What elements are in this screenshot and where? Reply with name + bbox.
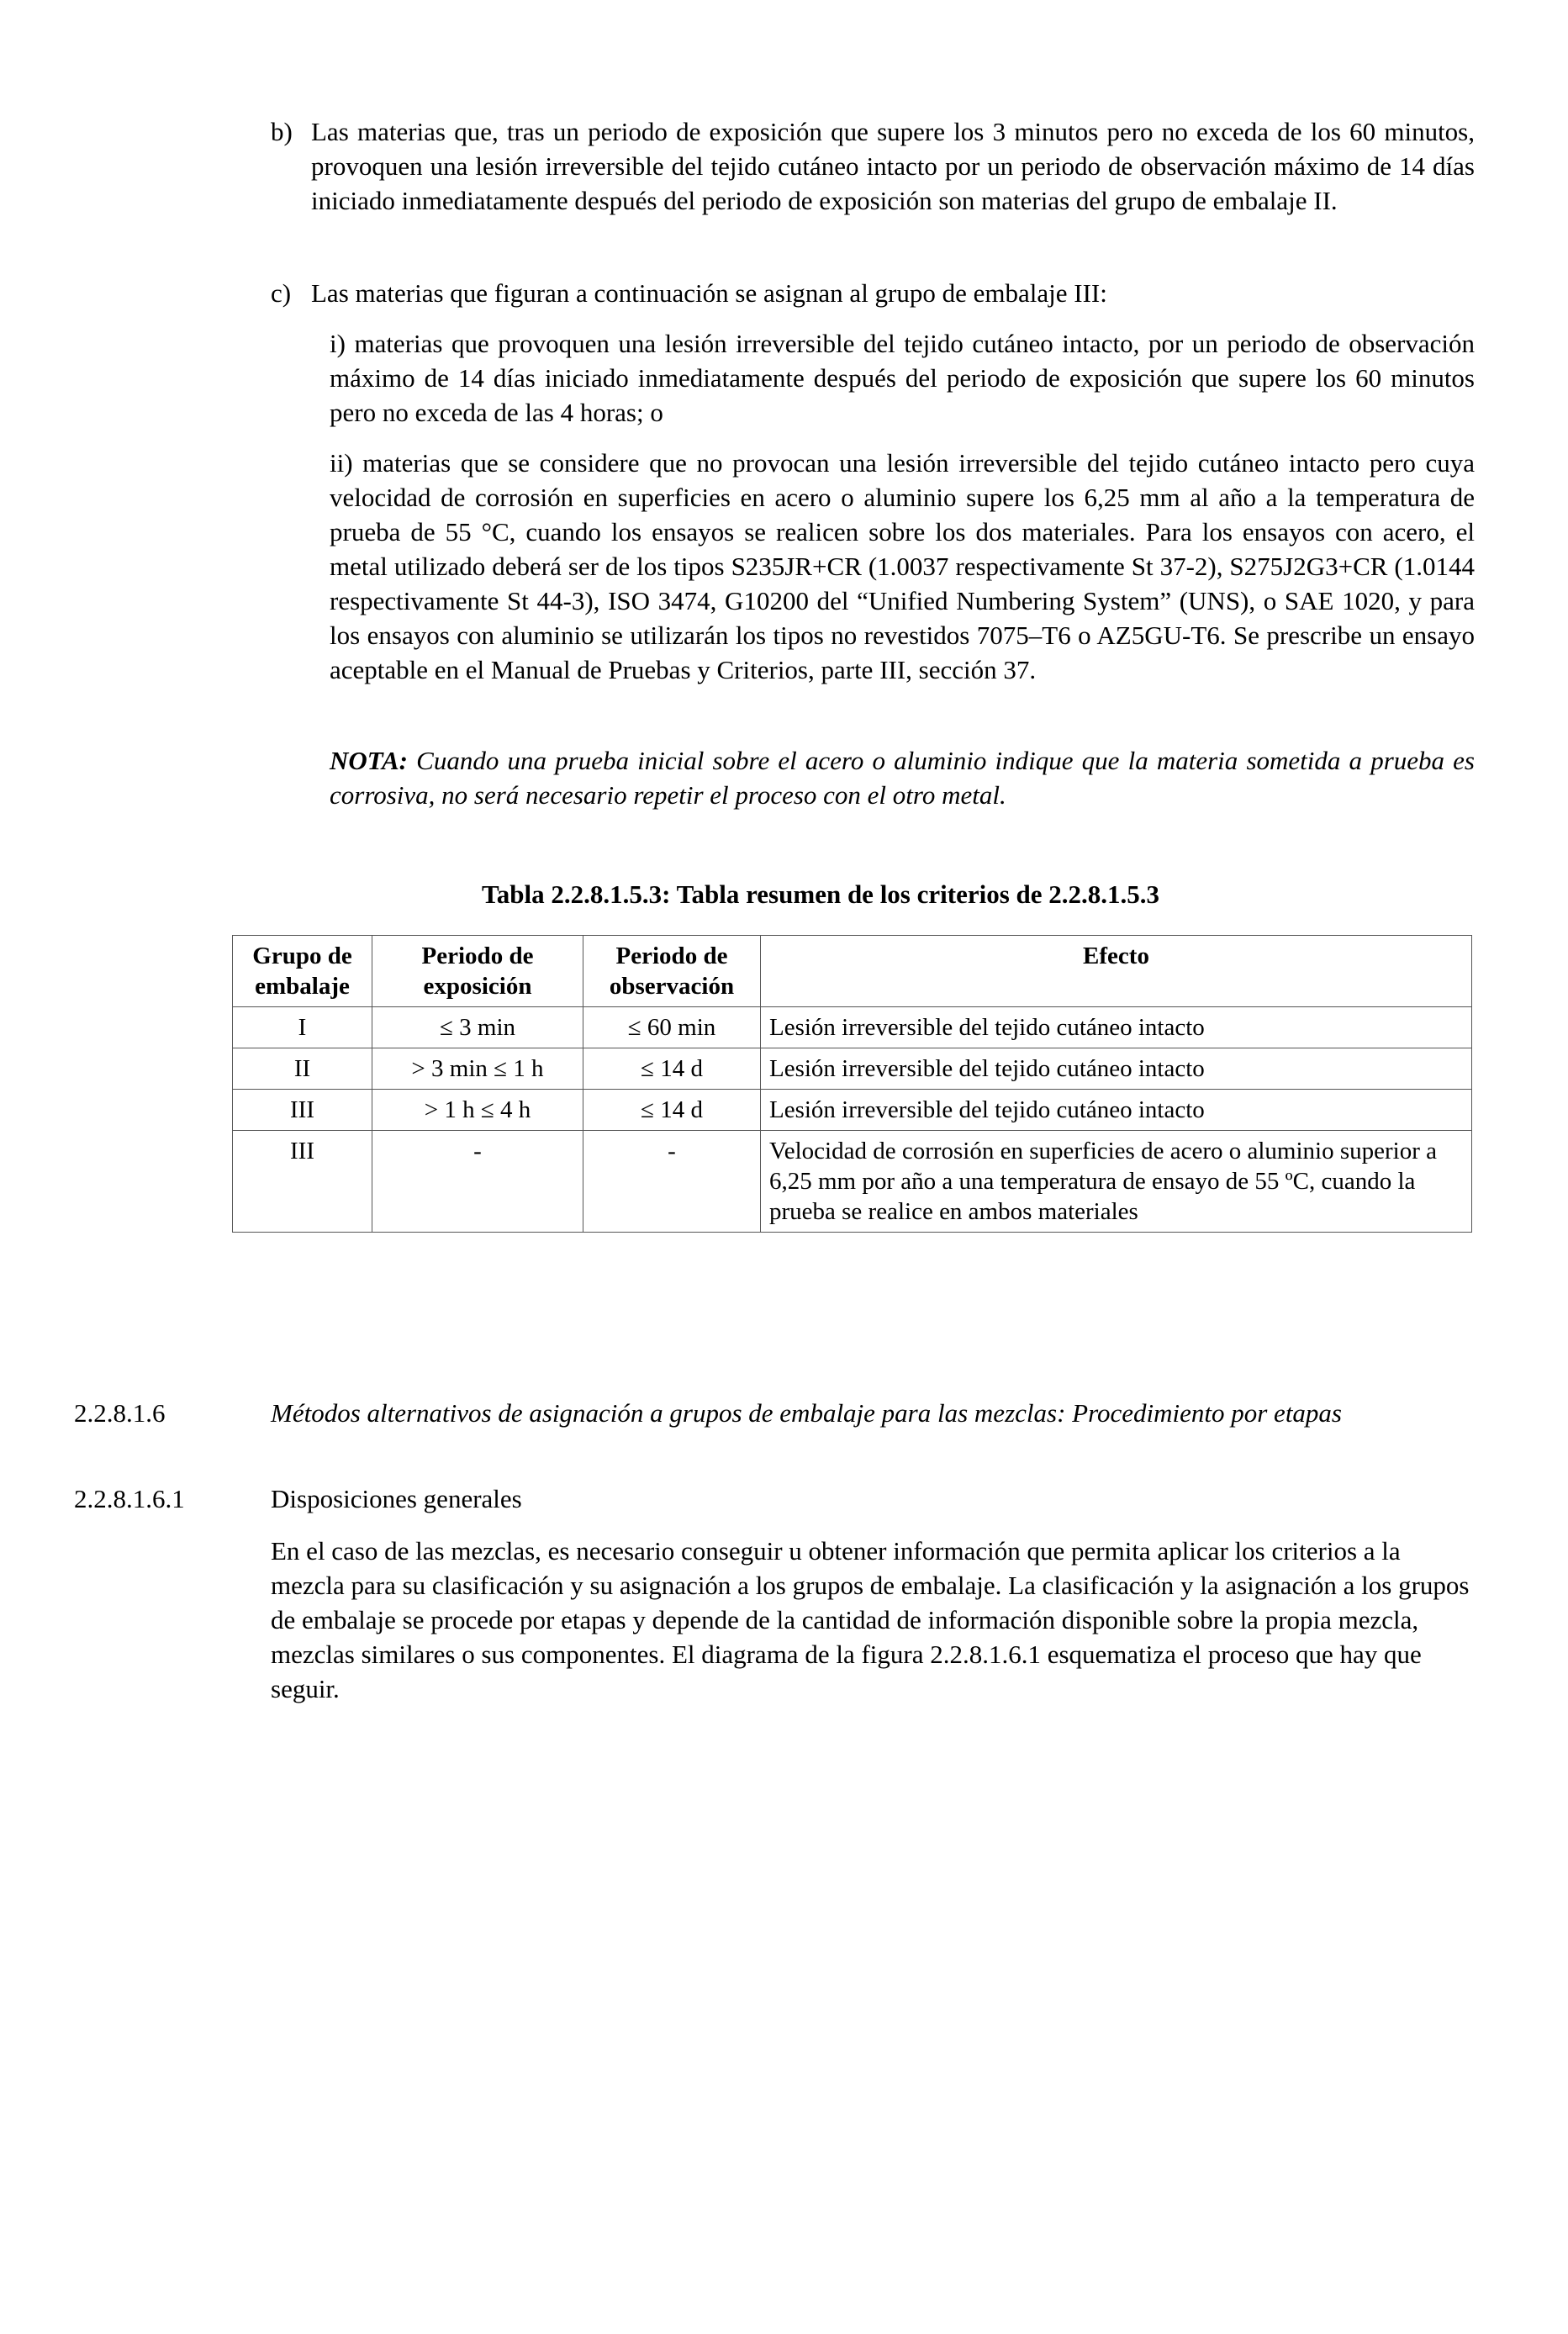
cell-exposure: -: [372, 1131, 583, 1233]
section-body-2-2-8-1-6-1: En el caso de las mezclas, es necesario conseguir u obtener información que permita aplicar los criterios a la mezcla para su clasificación y su asignación a los grupos de embalaje. La clasificación y la asignación a los grupos de embalaje se procede por etapas y depende de la cantidad de información disponible sobre la propia mezcla, mezclas similares o sus componentes. El diagrama de la figura 2.2.8.1.6.1 esquematiza el proceso que hay que seguir.: [271, 1536, 1470, 1703]
table-row: [233, 1048, 1472, 1090]
cell-observation: ≤ 14 d: [583, 1090, 761, 1131]
list-item-b-text: Las materias que, tras un periodo de exposición que supere los 3 minutos pero no exceda de los 60 minutos, provoquen una lesión irreversible del tejido cutáneo intacto por un periodo de observación máximo de 14 días iniciado inmediatamente después del periodo de exposición son materias del grupo de embalaje II.: [311, 117, 1475, 215]
column-header-group: Grupo de embalaje: [233, 936, 372, 1007]
cell-exposure: ≤ 3 min: [372, 1007, 583, 1048]
cell-effect: Lesión irreversible del tejido cutáneo intacto: [761, 1048, 1472, 1090]
cell-group: III: [233, 1090, 372, 1131]
table-title: Tabla 2.2.8.1.5.3: Tabla resumen de los criterios de 2.2.8.1.5.3: [481, 879, 1160, 909]
criteria-summary-table: [232, 935, 1472, 1233]
cell-effect: Lesión irreversible del tejido cutáneo intacto: [761, 1090, 1472, 1131]
cell-group: I: [233, 1007, 372, 1048]
table-row: [233, 1090, 1472, 1131]
list-marker-b: b): [271, 117, 293, 146]
table-header-row: [233, 936, 1472, 1007]
cell-observation: -: [583, 1131, 761, 1233]
section-number-2-2-8-1-6: 2.2.8.1.6: [74, 1398, 166, 1428]
table-row: [233, 1131, 1472, 1233]
cell-effect: Lesión irreversible del tejido cutáneo intacto: [761, 1007, 1472, 1048]
section-title-2-2-8-1-6-1: Disposiciones generales: [271, 1484, 522, 1513]
table-row: [233, 1007, 1472, 1048]
note-paragraph: [330, 743, 1475, 812]
column-header-exposure: Periodo de exposición: [372, 936, 583, 1007]
list-marker-c: c): [271, 278, 292, 308]
column-header-observation: Periodo de observación: [583, 936, 761, 1007]
column-header-effect: Efecto: [761, 936, 1472, 1007]
note-label: NOTA:: [330, 746, 408, 775]
cell-group: III: [233, 1131, 372, 1233]
sub-item-i: i) materias que provoquen una lesión irreversible del tejido cutáneo intacto, por un periodo de observación máximo de 14 días iniciado inmediatamente después del periodo de exposición que supere los 60 minutos pero no exceda de las 4 horas; o: [330, 329, 1475, 427]
cell-observation: ≤ 60 min: [583, 1007, 761, 1048]
cell-effect: Velocidad de corrosión en superficies de acero o aluminio superior a 6,25 mm por año a una temperatura de ensayo de 55 ºC, cuando la prueba se realice en ambos materiales: [761, 1131, 1472, 1233]
cell-exposure: > 1 h ≤ 4 h: [372, 1090, 583, 1131]
list-item-b: [271, 114, 1475, 218]
list-item-c-text: Las materias que figuran a continuación se asignan al grupo de embalaje III:: [311, 278, 1107, 308]
section-title-2-2-8-1-6: Métodos alternativos de asignación a grupos de embalaje para las mezclas: Procedimiento por etapas: [271, 1398, 1342, 1428]
cell-exposure: > 3 min ≤ 1 h: [372, 1048, 583, 1090]
section-number-2-2-8-1-6-1: 2.2.8.1.6.1: [74, 1484, 185, 1513]
sub-item-ii: ii) materias que se considere que no provocan una lesión irreversible del tejido cutáneo intacto pero cuya velocidad de corrosión en superficies en acero o aluminio supere los 6,25 mm al año a la temperatura de prueba de 55 °C, cuando los ensayos se realicen sobre los dos materiales. Para los ensayos con acero, el metal utilizado deberá ser de los tipos S235JR+CR (1.0037 respectivamente St 37-2), S275J2G3+CR (1.0144 respectivamente St 44-3), ISO 3474, G10200 del “Unified Numbering System” (UNS), o SAE 1020, y para los ensayos con aluminio se utilizarán los tipos no revestidos 7075–T6 o AZ5GU-T6. Se prescribe un ensayo aceptable en el Manual de Pruebas y Criterios, parte III, sección 37.: [330, 448, 1475, 684]
cell-group: II: [233, 1048, 372, 1090]
list-item-c: [271, 276, 1475, 310]
note-text: Cuando una prueba inicial sobre el acero o aluminio indique que la materia sometida a prueba es corrosiva, no será necesario repetir el proceso con el otro metal.: [330, 746, 1475, 810]
cell-observation: ≤ 14 d: [583, 1048, 761, 1090]
